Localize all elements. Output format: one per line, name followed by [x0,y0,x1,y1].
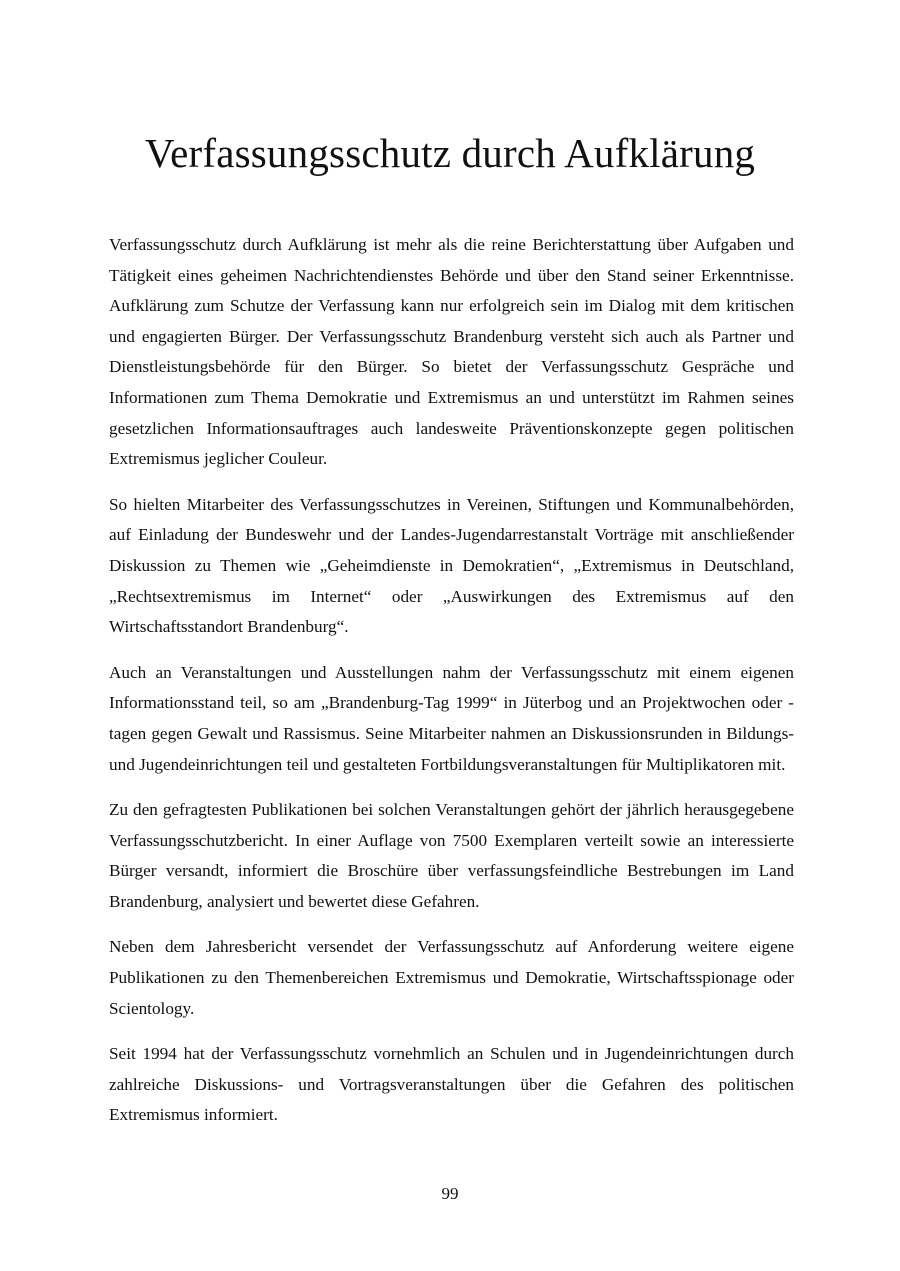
paragraph-4: Zu den gefragtesten Publikationen bei solchen Veranstaltungen gehört der jährlich herausgegebene Verfassungsschutzbericht. In einer Auflage von 7500 Exemplaren verteilt sowie an interessierte Bürger versandt, informiert die Broschüre über verfassungsfeindliche Bestrebungen im Land Brandenburg, analysiert und bewertet diese Gefahren. [109,800,794,911]
paragraph-5: Neben dem Jahresbericht versendet der Verfassungsschutz auf Anforderung weitere eigene Publikationen zu den Themenbereichen Extremismus und Demokratie, Wirtschaftsspionage oder Scientology. [109,937,794,1018]
paragraph-2: So hielten Mitarbeiter des Verfassungsschutzes in Vereinen, Stiftungen und Kommunalbehörden, auf Einladung der Bundeswehr und der Landes-Jugendarrestanstalt Vorträge mit anschließender Diskussion zu Themen wie „Geheimdienste in Demokratien“, „Extremismus in Deutschland, „Rechtsextremismus im Internet“ oder „Auswirkungen des Extremismus auf den Wirtschaftsstandort Brandenburg“. [109,494,794,637]
page-title: Verfassungsschutz durch Aufklärung [144,130,756,176]
document-body [109,230,794,1146]
paragraph-1: Verfassungsschutz durch Aufklärung ist mehr als die reine Berichterstattung über Aufgaben und Tätigkeit eines geheimen Nachrichtendienstes Behörde und über den Stand seiner Erkenntnisse. Aufklärung zum Schutze der Verfassung kann nur erfolgreich sein im Dialog mit dem kritischen und engagierten Bürger. Der Verfassungsschutz Brandenburg versteht sich auch als Partner und Dienstleistungsbehörde für den Bürger. So bietet der Verfassungsschutz Gespräche und Informationen zum Thema Demokratie und Extremismus an und unterstützt im Rahmen seines gesetzlichen Informationsauftrages auch landesweite Präventionskonzepte gegen politischen Extremismus jeglicher Couleur. [109,235,794,469]
page-number: 99 [441,1184,459,1203]
paragraph-3: Auch an Veranstaltungen und Ausstellungen nahm der Verfassungsschutz mit einem eigenen Informationsstand teil, so am „Brandenburg-Tag 1999“ in Jüterbog und an Projektwochen oder -tagen gegen Gewalt und Rassismus. Seine Mitarbeiter nahmen an Diskussionsrunden in Bildungs- und Jugendeinrichtungen teil und gestalteten Fortbildungsveranstaltungen für Multiplikatoren mit. [109,662,794,774]
paragraph-6: Seit 1994 hat der Verfassungsschutz vornehmlich an Schulen und in Jugendeinrichtungen durch zahlreiche Diskussions- und Vortragsveranstaltungen über die Gefahren des politischen Extremismus informiert. [109,1044,794,1125]
